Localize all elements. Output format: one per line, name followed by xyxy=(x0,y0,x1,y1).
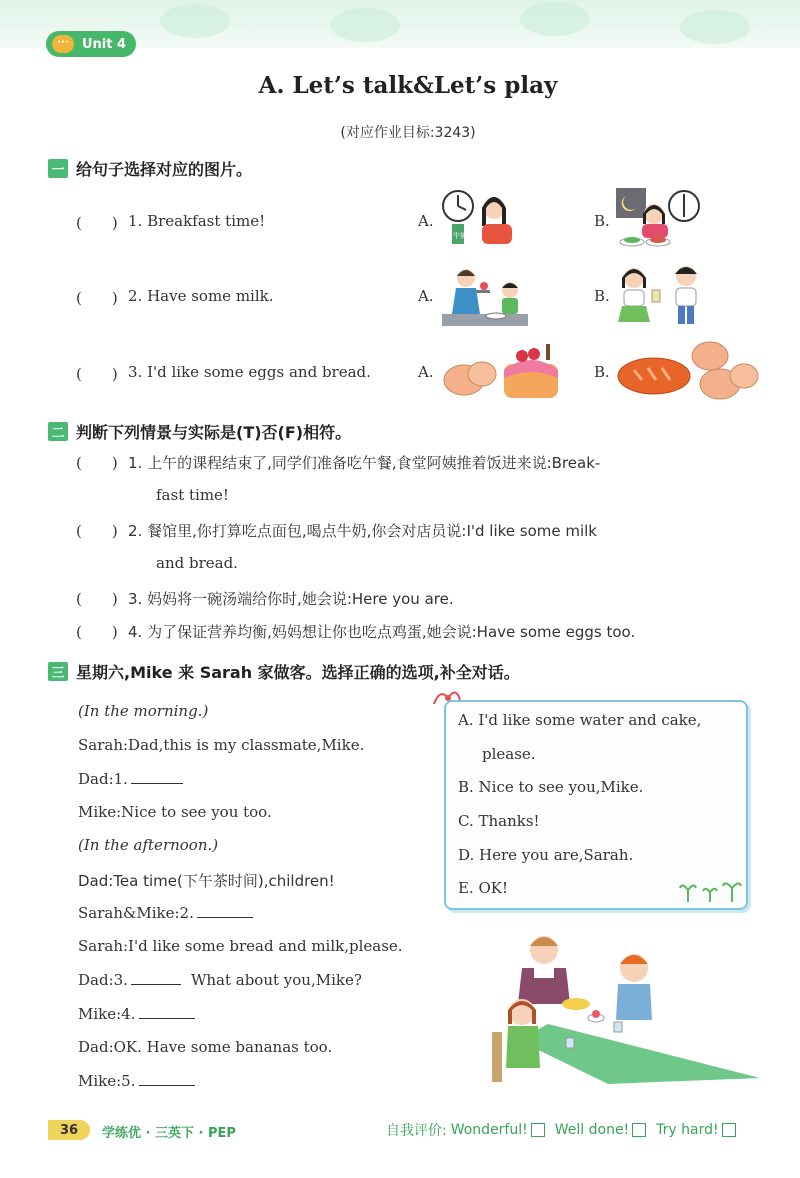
dialog-line: Sarah:Dad,this is my classmate,Mike. xyxy=(78,736,365,754)
dialog-line: Mike:Nice to see you too. xyxy=(78,803,272,821)
girl-drinking-milk-clock-picture[interactable] xyxy=(442,186,516,248)
option-b: B. Nice to see you,Mike. xyxy=(458,778,644,796)
section2-heading xyxy=(48,420,351,443)
page-footer xyxy=(0,1110,800,1150)
option-a-label: A. xyxy=(418,363,434,381)
statement-text-cont: fast time! xyxy=(156,486,229,504)
section-number: 二 xyxy=(48,422,68,441)
option-c: C. Thanks! xyxy=(458,812,540,830)
answer-blank[interactable]: ( ) xyxy=(76,214,118,232)
dialog-line xyxy=(78,1004,195,1023)
eval-tryhard-label: Try hard! xyxy=(656,1122,719,1138)
tea-time-illustration[interactable] xyxy=(488,928,760,1084)
section-title: 给句子选择对应的图片。 xyxy=(76,160,253,179)
statement-text: 4. 为了保证营养均衡,妈妈想让你也吃点鸡蛋,她会说:Have some eggs too. xyxy=(128,623,636,641)
fill-blank[interactable] xyxy=(131,769,183,784)
eval-tryhard-checkbox[interactable] xyxy=(722,1123,736,1137)
book-name: 学练优 · 三英下 · PEP xyxy=(102,1126,236,1141)
option-a-label: A. xyxy=(418,212,434,230)
unit-badge xyxy=(46,31,136,57)
answer-blank[interactable]: ( ) xyxy=(76,623,118,641)
dialog-speaker: Dad:1. xyxy=(78,770,128,788)
fill-blank[interactable] xyxy=(139,1071,195,1086)
statement-text: 3. 妈妈将一碗汤端给你时,她会说:Here you are. xyxy=(128,590,454,608)
section-number: 一 xyxy=(48,159,68,178)
dialog-line xyxy=(78,769,183,788)
option-b-label: B. xyxy=(594,363,610,381)
answer-blank[interactable]: ( ) xyxy=(76,289,118,307)
fill-blank[interactable] xyxy=(139,1004,195,1019)
dialog-line: Sarah:I'd like some bread and milk,please. xyxy=(78,937,403,955)
woman-serving-boy-picture[interactable] xyxy=(442,266,528,328)
answer-blank[interactable]: ( ) xyxy=(76,522,118,540)
self-evaluation xyxy=(386,1120,736,1140)
option-b-label: B. xyxy=(594,212,610,230)
section-number: 三 xyxy=(48,662,68,681)
dialog-line xyxy=(78,970,362,989)
option-a: A. I'd like some water and cake, xyxy=(458,711,702,729)
dialog-line xyxy=(78,903,253,922)
dialog-tail: What about you,Mike? xyxy=(190,971,362,989)
dots-icon: ··· xyxy=(52,35,74,53)
answer-blank[interactable]: ( ) xyxy=(76,590,118,608)
option-a-label: A. xyxy=(418,287,434,305)
answer-blank[interactable]: ( ) xyxy=(76,365,118,383)
statement-text-cont: and bread. xyxy=(156,554,238,572)
section-title: 星期六,Mike 来 Sarah 家做客。选择正确的选项,补全对话。 xyxy=(76,663,520,682)
page-number: 36 xyxy=(48,1120,90,1140)
self-eval-label: 自我评价: xyxy=(386,1123,447,1139)
dialog-line: Dad:Tea time(下午茶时间),children! xyxy=(78,872,335,890)
fill-blank[interactable] xyxy=(131,970,181,985)
fill-blank[interactable] xyxy=(197,903,253,918)
girl-eating-night-clock-picture[interactable] xyxy=(614,186,704,248)
question-text: 3. I'd like some eggs and bread. xyxy=(128,363,371,381)
question-text: 1. Breakfast time! xyxy=(128,212,266,230)
dialog-line: Dad:OK. Have some bananas too. xyxy=(78,1038,333,1056)
option-a-cont: please. xyxy=(482,745,536,763)
scene-note: (In the morning.) xyxy=(78,702,209,720)
leaf-decoration xyxy=(680,10,750,44)
eval-welldone-label: Well done! xyxy=(554,1122,630,1138)
dialog-speaker: Sarah&Mike:2. xyxy=(78,904,194,922)
girl-giving-boy-milk-picture[interactable] xyxy=(614,264,706,328)
svg-text:牛奶: 牛奶 xyxy=(453,232,467,240)
bread-and-eggs-picture[interactable] xyxy=(616,340,760,402)
answer-blank[interactable]: ( ) xyxy=(76,454,118,472)
scene-note: (In the afternoon.) xyxy=(78,836,219,854)
statement-text: 1. 上午的课程结束了,同学们准备吃午餐,食堂阿姨推着饭进来说:Break- xyxy=(128,454,601,472)
leaf-decoration xyxy=(160,4,230,38)
question-text: 2. Have some milk. xyxy=(128,287,274,305)
section3-heading xyxy=(48,660,520,683)
dialog-speaker: Dad:3. xyxy=(78,971,128,989)
eggs-and-cake-picture[interactable] xyxy=(442,340,566,404)
dialog-speaker: Mike:5. xyxy=(78,1072,136,1090)
leaf-decoration xyxy=(520,2,590,36)
eval-wonderful-checkbox[interactable] xyxy=(531,1123,545,1137)
dialog-line xyxy=(78,1071,195,1090)
leaf-decoration xyxy=(330,8,400,42)
option-e: E. OK! xyxy=(458,879,509,897)
option-d: D. Here you are,Sarah. xyxy=(458,846,634,864)
dialog-speaker: Mike:4. xyxy=(78,1005,136,1023)
target-note: (对应作业目标:3243) xyxy=(340,125,476,141)
unit-label: Unit 4 xyxy=(82,36,127,52)
option-b-label: B. xyxy=(594,287,610,305)
page-title: A. Let’s talk&Let’s play xyxy=(258,72,558,99)
statement-text: 2. 餐馆里,你打算吃点面包,喝点牛奶,你会对店员说:I'd like some milk xyxy=(128,522,597,540)
section-title: 判断下列情景与实际是(T)否(F)相符。 xyxy=(76,423,352,442)
options-box xyxy=(444,700,748,910)
section1-heading xyxy=(48,157,252,180)
eval-welldone-checkbox[interactable] xyxy=(632,1123,646,1137)
eval-wonderful-label: Wonderful! xyxy=(450,1122,528,1138)
sprout-icon xyxy=(678,878,742,902)
